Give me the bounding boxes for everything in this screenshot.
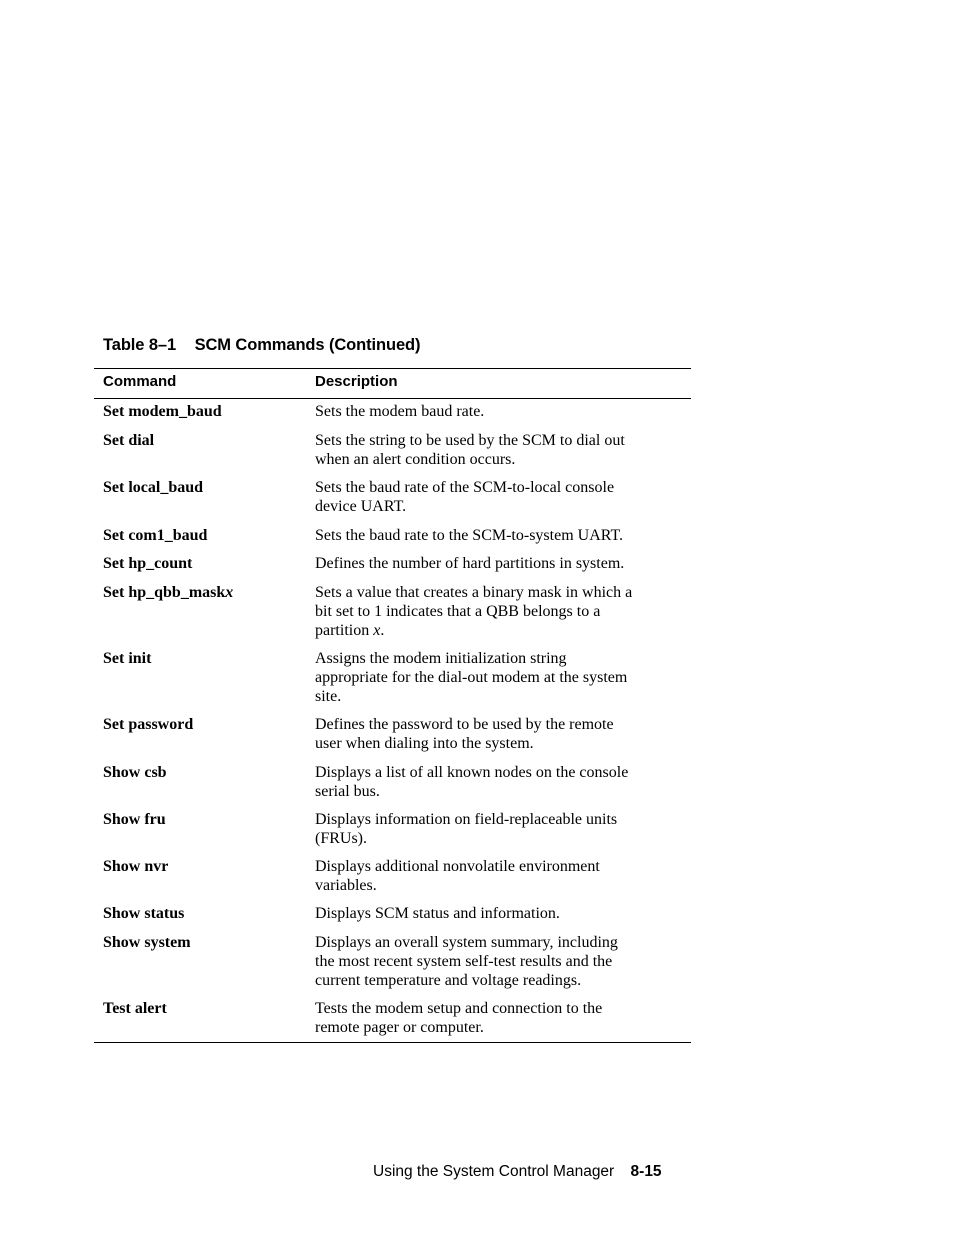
command-name: Set local_baud xyxy=(103,479,204,496)
column-header-description: Description xyxy=(315,373,398,390)
description-line: variables. xyxy=(315,877,377,894)
description-line: Defines the password to be used by the remote xyxy=(315,716,614,733)
command-cell xyxy=(103,649,151,668)
command-name: Set hp_count xyxy=(103,555,193,572)
description-line: Tests the modem setup and connection to the xyxy=(315,1000,603,1017)
description-line: current temperature and voltage readings. xyxy=(315,972,582,989)
description-line: Displays additional nonvolatile environment xyxy=(315,858,600,875)
description-cell xyxy=(315,763,687,801)
description-line: Sets the string to be used by the SCM to dial out xyxy=(315,432,625,449)
command-name: Set dial xyxy=(103,432,155,449)
command-cell xyxy=(103,857,168,876)
description-cell xyxy=(315,933,687,990)
description-line: Sets the baud rate of the SCM-to-local console xyxy=(315,479,615,496)
table-top-rule xyxy=(94,368,691,369)
command-name: Set init xyxy=(103,650,152,667)
description-cell xyxy=(315,431,687,469)
description-line: site. xyxy=(315,688,342,705)
description-line: when an alert condition occurs. xyxy=(315,451,516,468)
command-variable: x xyxy=(225,584,234,601)
description-line: remote pager or computer. xyxy=(315,1019,484,1036)
description-line: device UART. xyxy=(315,498,407,515)
description-cell xyxy=(315,478,687,516)
command-cell xyxy=(103,763,167,782)
description-line: Displays an overall system summary, including xyxy=(315,934,618,951)
command-cell xyxy=(103,583,233,602)
description-line: partition x. xyxy=(315,622,385,639)
command-cell xyxy=(103,554,192,573)
command-cell xyxy=(103,402,222,421)
command-cell xyxy=(103,933,191,952)
table-caption xyxy=(103,336,420,355)
command-name: Show nvr xyxy=(103,858,169,875)
description-line: Displays information on field-replaceable units xyxy=(315,811,618,828)
command-cell xyxy=(103,478,203,497)
description-line: Sets a value that creates a binary mask in which a xyxy=(315,584,633,601)
description-cell xyxy=(315,904,687,923)
table-header-rule xyxy=(94,398,691,399)
table-title: SCM Commands (Continued) xyxy=(194,336,421,354)
command-name: Show csb xyxy=(103,764,167,781)
footer-section-title: Using the System Control Manager xyxy=(373,1163,615,1180)
description-variable: x xyxy=(373,622,381,639)
description-cell xyxy=(315,554,687,573)
description-cell xyxy=(315,715,687,753)
description-line: appropriate for the dial-out modem at the system xyxy=(315,669,628,686)
description-line: Displays SCM status and information. xyxy=(315,905,560,922)
description-line: Displays a list of all known nodes on the console xyxy=(315,764,629,781)
command-cell xyxy=(103,810,166,829)
command-name: Show system xyxy=(103,934,191,951)
description-line: Assigns the modem initialization string xyxy=(315,650,567,667)
description-line: user when dialing into the system. xyxy=(315,735,534,752)
description-cell xyxy=(315,857,687,895)
column-header-command: Command xyxy=(103,373,177,390)
description-line: Defines the number of hard partitions in system. xyxy=(315,555,625,572)
page-number: 8-15 xyxy=(630,1163,662,1180)
command-name: Set hp_qbb_mask xyxy=(103,584,226,601)
table-bottom-rule xyxy=(94,1042,691,1043)
description-cell xyxy=(315,402,687,421)
command-name: Set password xyxy=(103,716,194,733)
page-footer xyxy=(373,1163,662,1181)
description-line: serial bus. xyxy=(315,783,380,800)
description-line: the most recent system self-test results and the xyxy=(315,953,613,970)
command-cell xyxy=(103,999,167,1018)
description-line: bit set to 1 indicates that a QBB belongs to a xyxy=(315,603,601,620)
table-number: Table 8–1 xyxy=(103,336,177,354)
command-name: Set modem_baud xyxy=(103,403,222,420)
description-cell xyxy=(315,526,687,545)
description-cell xyxy=(315,810,687,848)
description-cell xyxy=(315,583,687,640)
command-cell xyxy=(103,715,193,734)
description-cell xyxy=(315,999,687,1037)
command-name: Show status xyxy=(103,905,185,922)
command-cell xyxy=(103,526,207,545)
command-cell xyxy=(103,431,154,450)
command-cell xyxy=(103,904,184,923)
description-line: Sets the baud rate to the SCM-to-system UART. xyxy=(315,527,624,544)
description-line: (FRUs). xyxy=(315,830,368,847)
command-name: Set com1_baud xyxy=(103,527,208,544)
description-cell xyxy=(315,649,687,706)
command-name: Test alert xyxy=(103,1000,167,1017)
command-name: Show fru xyxy=(103,811,166,828)
description-line: Sets the modem baud rate. xyxy=(315,403,485,420)
